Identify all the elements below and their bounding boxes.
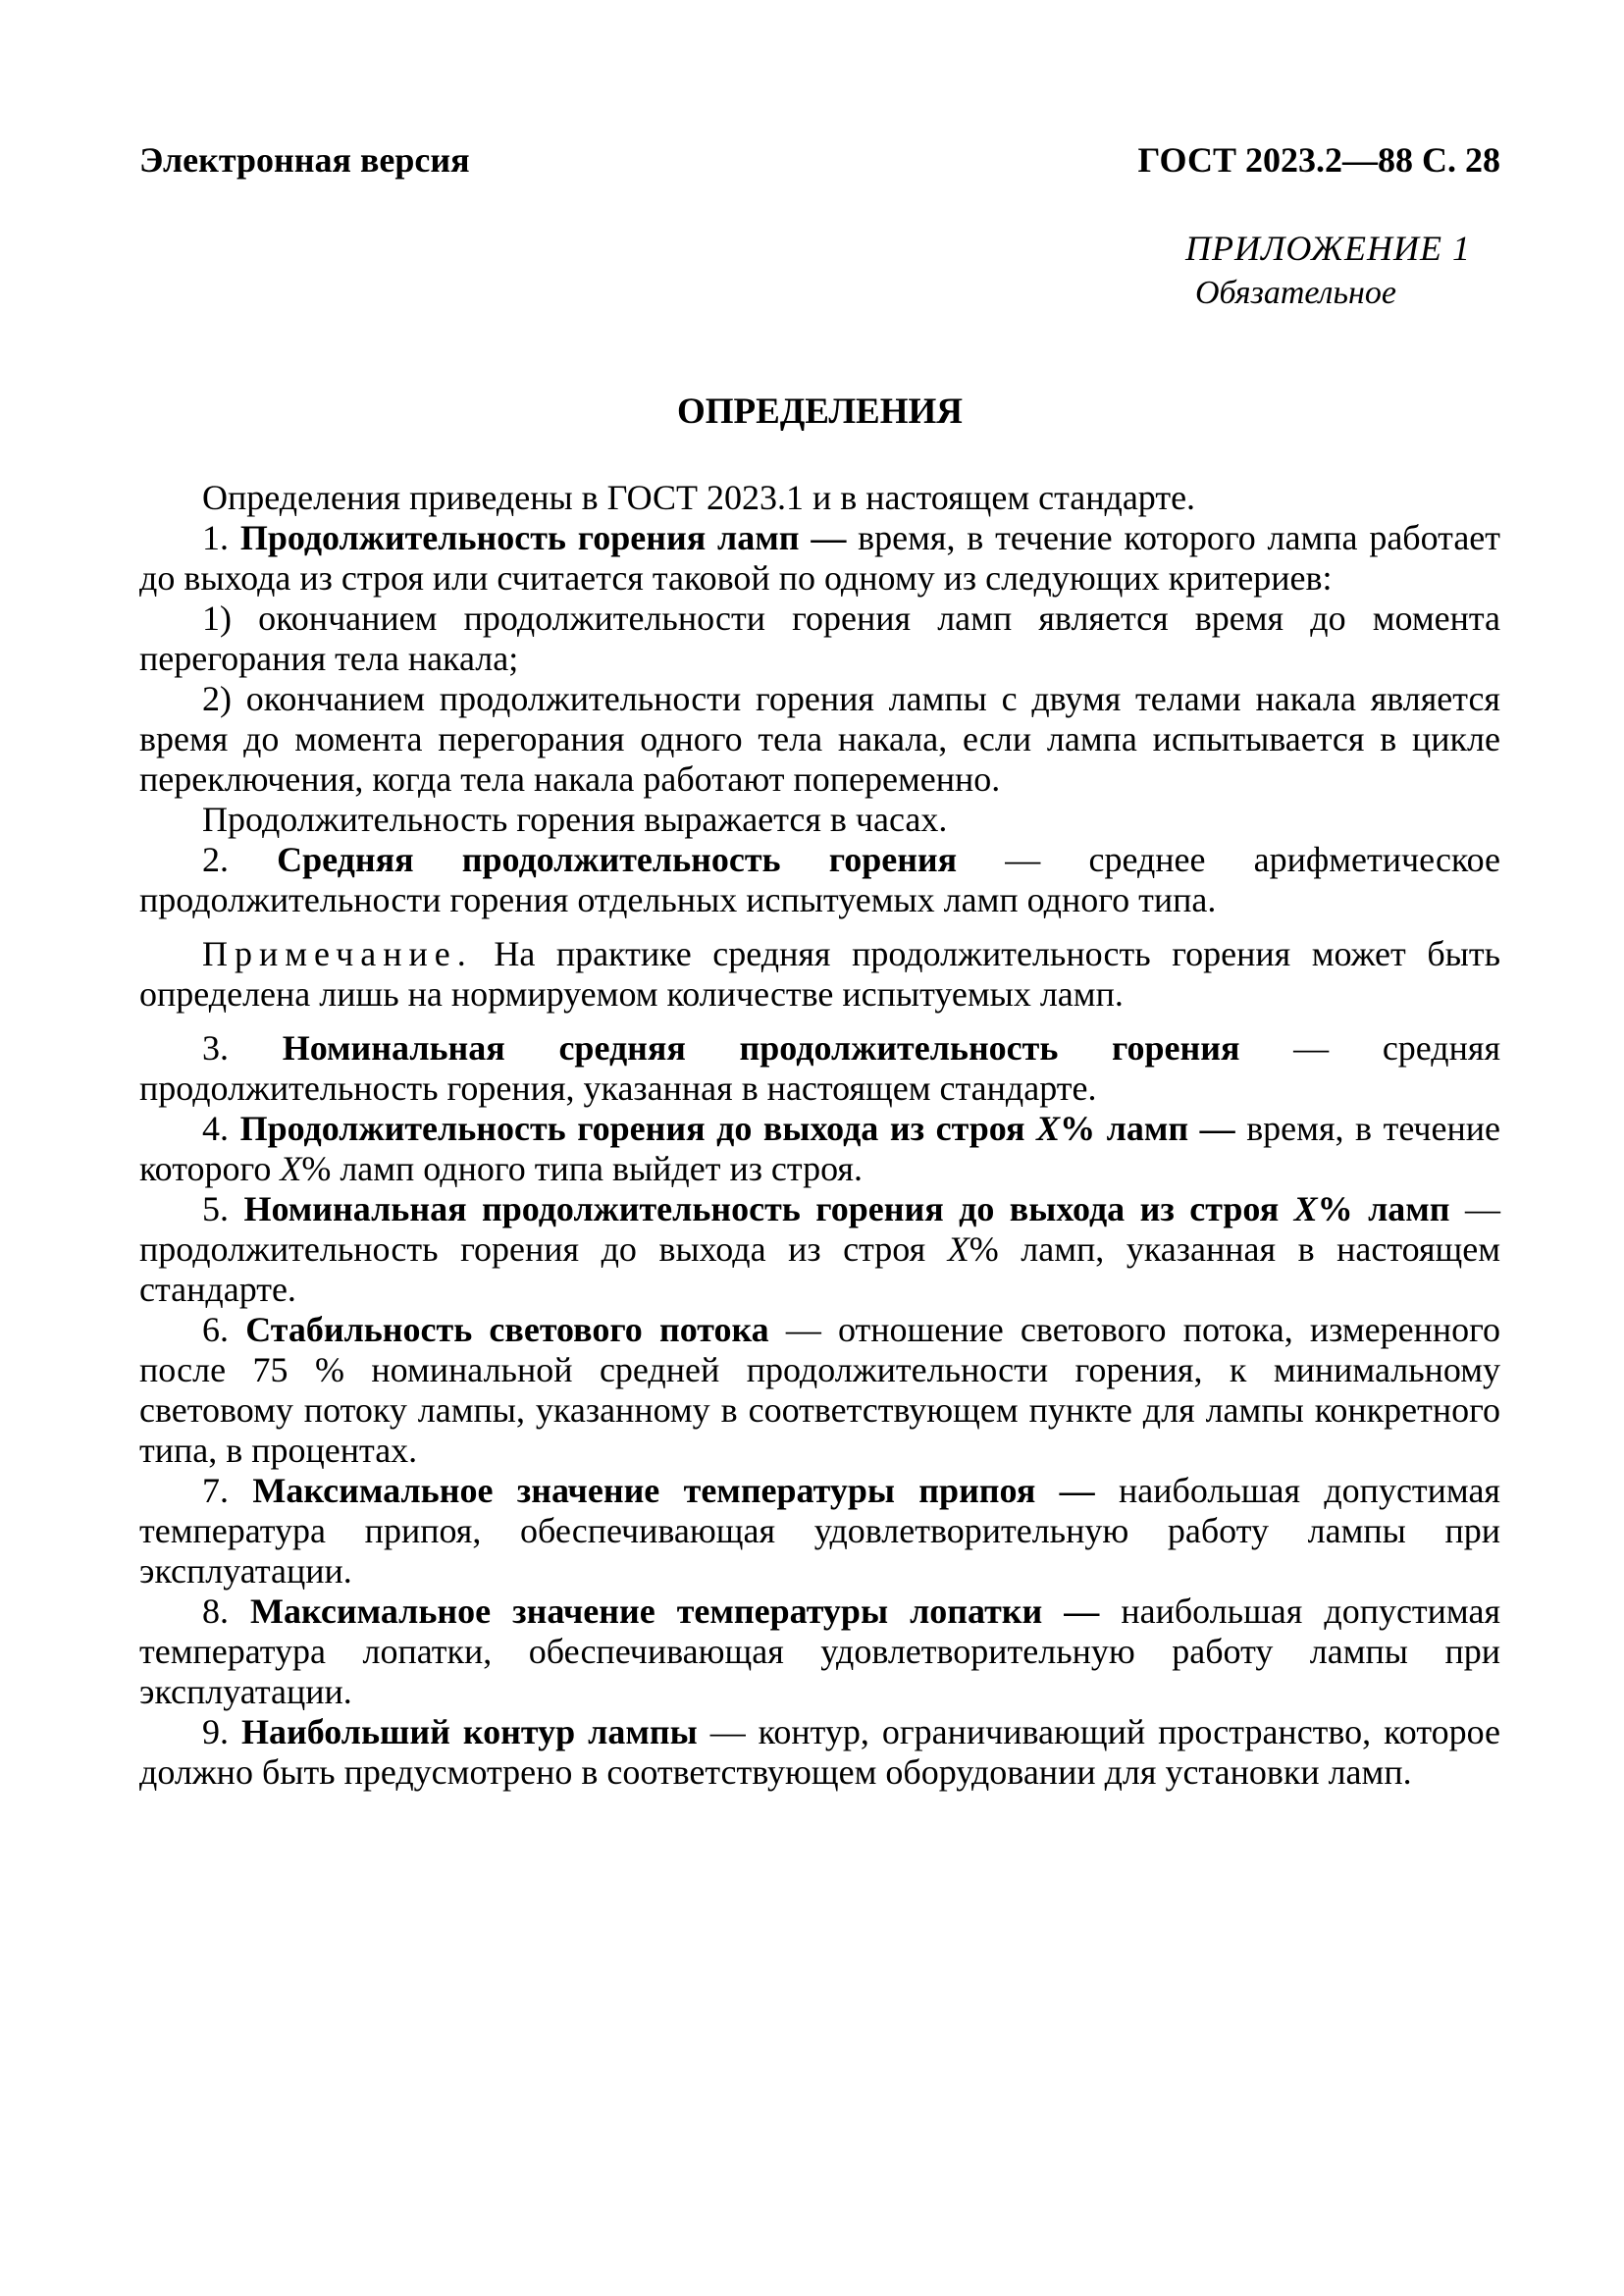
note-paragraph <box>139 934 1500 1015</box>
definition-number: 1. <box>202 518 229 557</box>
definition-7 <box>139 1471 1500 1592</box>
definition-text: наибольшая допустимая температура припоя, обеспечивающая удовлетворительную работу лампы при эксплуатации. <box>139 1471 1500 1591</box>
definition-1-unit-note: Продолжительность горения выражается в часах. <box>202 800 948 839</box>
definition-term: Номинальная средняя продолжительность горения <box>282 1028 1240 1068</box>
definition-term: Стабильность светового потока <box>245 1310 769 1349</box>
definition-text: время, в течение которого <box>139 1109 1501 1188</box>
definition-term: Максимальное значение температуры лопатки — <box>250 1592 1100 1631</box>
note-text: На практике средняя продолжительность горения может быть определена лишь на нормируемом количестве испытуемых ламп. <box>139 934 1500 1014</box>
term-part: Продолжительность горения до выхода из строя <box>239 1109 1037 1148</box>
header-standard-page: ГОСТ 2023.2—88 С. 28 <box>1137 140 1500 180</box>
definition-term: Средняя продолжительность горения <box>277 840 958 879</box>
definition-text: время, в течение которого лампа работает до выхода из строя или считается таковой по одному из следующих критериев: <box>139 518 1501 598</box>
definition-1-criterion-2: 2) окончанием продолжительности горения лампы с двумя телами накала является время до момента перегорания одного тела накала, если лампа испытывается в цикле переключения, когда тела накала работают попеременно. <box>139 679 1500 799</box>
header-edition-label: Электронная версия <box>139 140 470 180</box>
definition-text: % ламп, указанная в настоящем стандарте. <box>139 1229 1500 1309</box>
term-part: % ламп — <box>1060 1109 1235 1148</box>
definition-text: — контур, ограничивающий пространство, которое должно быть предусмотрено в соответствующем оборудовании для установки ламп. <box>139 1712 1501 1792</box>
definition-1 <box>139 518 1500 599</box>
appendix-title: ПРИЛОЖЕНИЕ 1 <box>1185 229 1471 268</box>
definitions-body <box>139 478 1500 1793</box>
definition-term: Максимальное значение температуры припоя — <box>252 1471 1095 1510</box>
definition-6 <box>139 1310 1500 1471</box>
definition-term <box>240 1109 1235 1148</box>
definition-term <box>243 1189 1449 1228</box>
definition-8 <box>139 1592 1500 1712</box>
definition-number: 5. <box>202 1189 229 1228</box>
definition-number: 4. <box>202 1109 229 1148</box>
section-title: ОПРЕДЕЛЕНИЯ <box>676 391 963 432</box>
definition-number: 9. <box>202 1712 229 1751</box>
definition-4 <box>139 1109 1500 1189</box>
term-part: % ламп <box>1317 1189 1450 1228</box>
definition-number: 2. <box>202 840 229 879</box>
definition-number: 3. <box>202 1028 229 1068</box>
term-part: Номинальная продолжительность горения до выхода из строя <box>243 1189 1294 1228</box>
definition-text: — среднее арифметическое продолжительности горения отдельных испытуемых ламп одного типа. <box>139 840 1501 919</box>
variable-x: X <box>947 1229 969 1269</box>
definition-text: — средняя продолжительность горения, указанная в настоящем стандарте. <box>139 1028 1500 1108</box>
appendix-status: Обязательное <box>1195 275 1396 311</box>
intro-paragraph: Определения приведены в ГОСТ 2023.1 и в настоящем стандарте. <box>202 478 1196 517</box>
definition-1-criterion-1: 1) окончанием продолжительности горения ламп является время до момента перегорания тела накала; <box>139 599 1500 678</box>
variable-x: X <box>1036 1109 1061 1148</box>
definition-term: Наибольший контур лампы <box>241 1712 698 1751</box>
variable-x: X <box>1293 1189 1318 1228</box>
definition-text: наибольшая допустимая температура лопатки, обеспечивающая удовлетворительную работу лампы при эксплуатации. <box>139 1592 1501 1711</box>
variable-x: X <box>280 1149 302 1188</box>
definition-text: — продолжительность горения до выхода из строя <box>139 1189 1501 1269</box>
definition-text: % ламп одного типа выйдет из строя. <box>301 1149 863 1188</box>
definition-9 <box>139 1712 1500 1793</box>
definition-3 <box>139 1028 1500 1109</box>
definition-text: — отношение светового потока, измеренного после 75 % номинальной средней продолжительности горения, к минимальному световому потоку лампы, указанному в соответствующем пункте для лампы конкретного типа, в процентах. <box>139 1310 1500 1470</box>
definition-5 <box>139 1189 1500 1310</box>
definition-2 <box>139 840 1500 920</box>
definition-number: 8. <box>202 1592 229 1631</box>
definition-term: Продолжительность горения ламп — <box>239 518 847 557</box>
note-label: Примечание. <box>202 934 473 973</box>
definition-number: 6. <box>202 1310 229 1349</box>
definition-number: 7. <box>202 1471 229 1510</box>
